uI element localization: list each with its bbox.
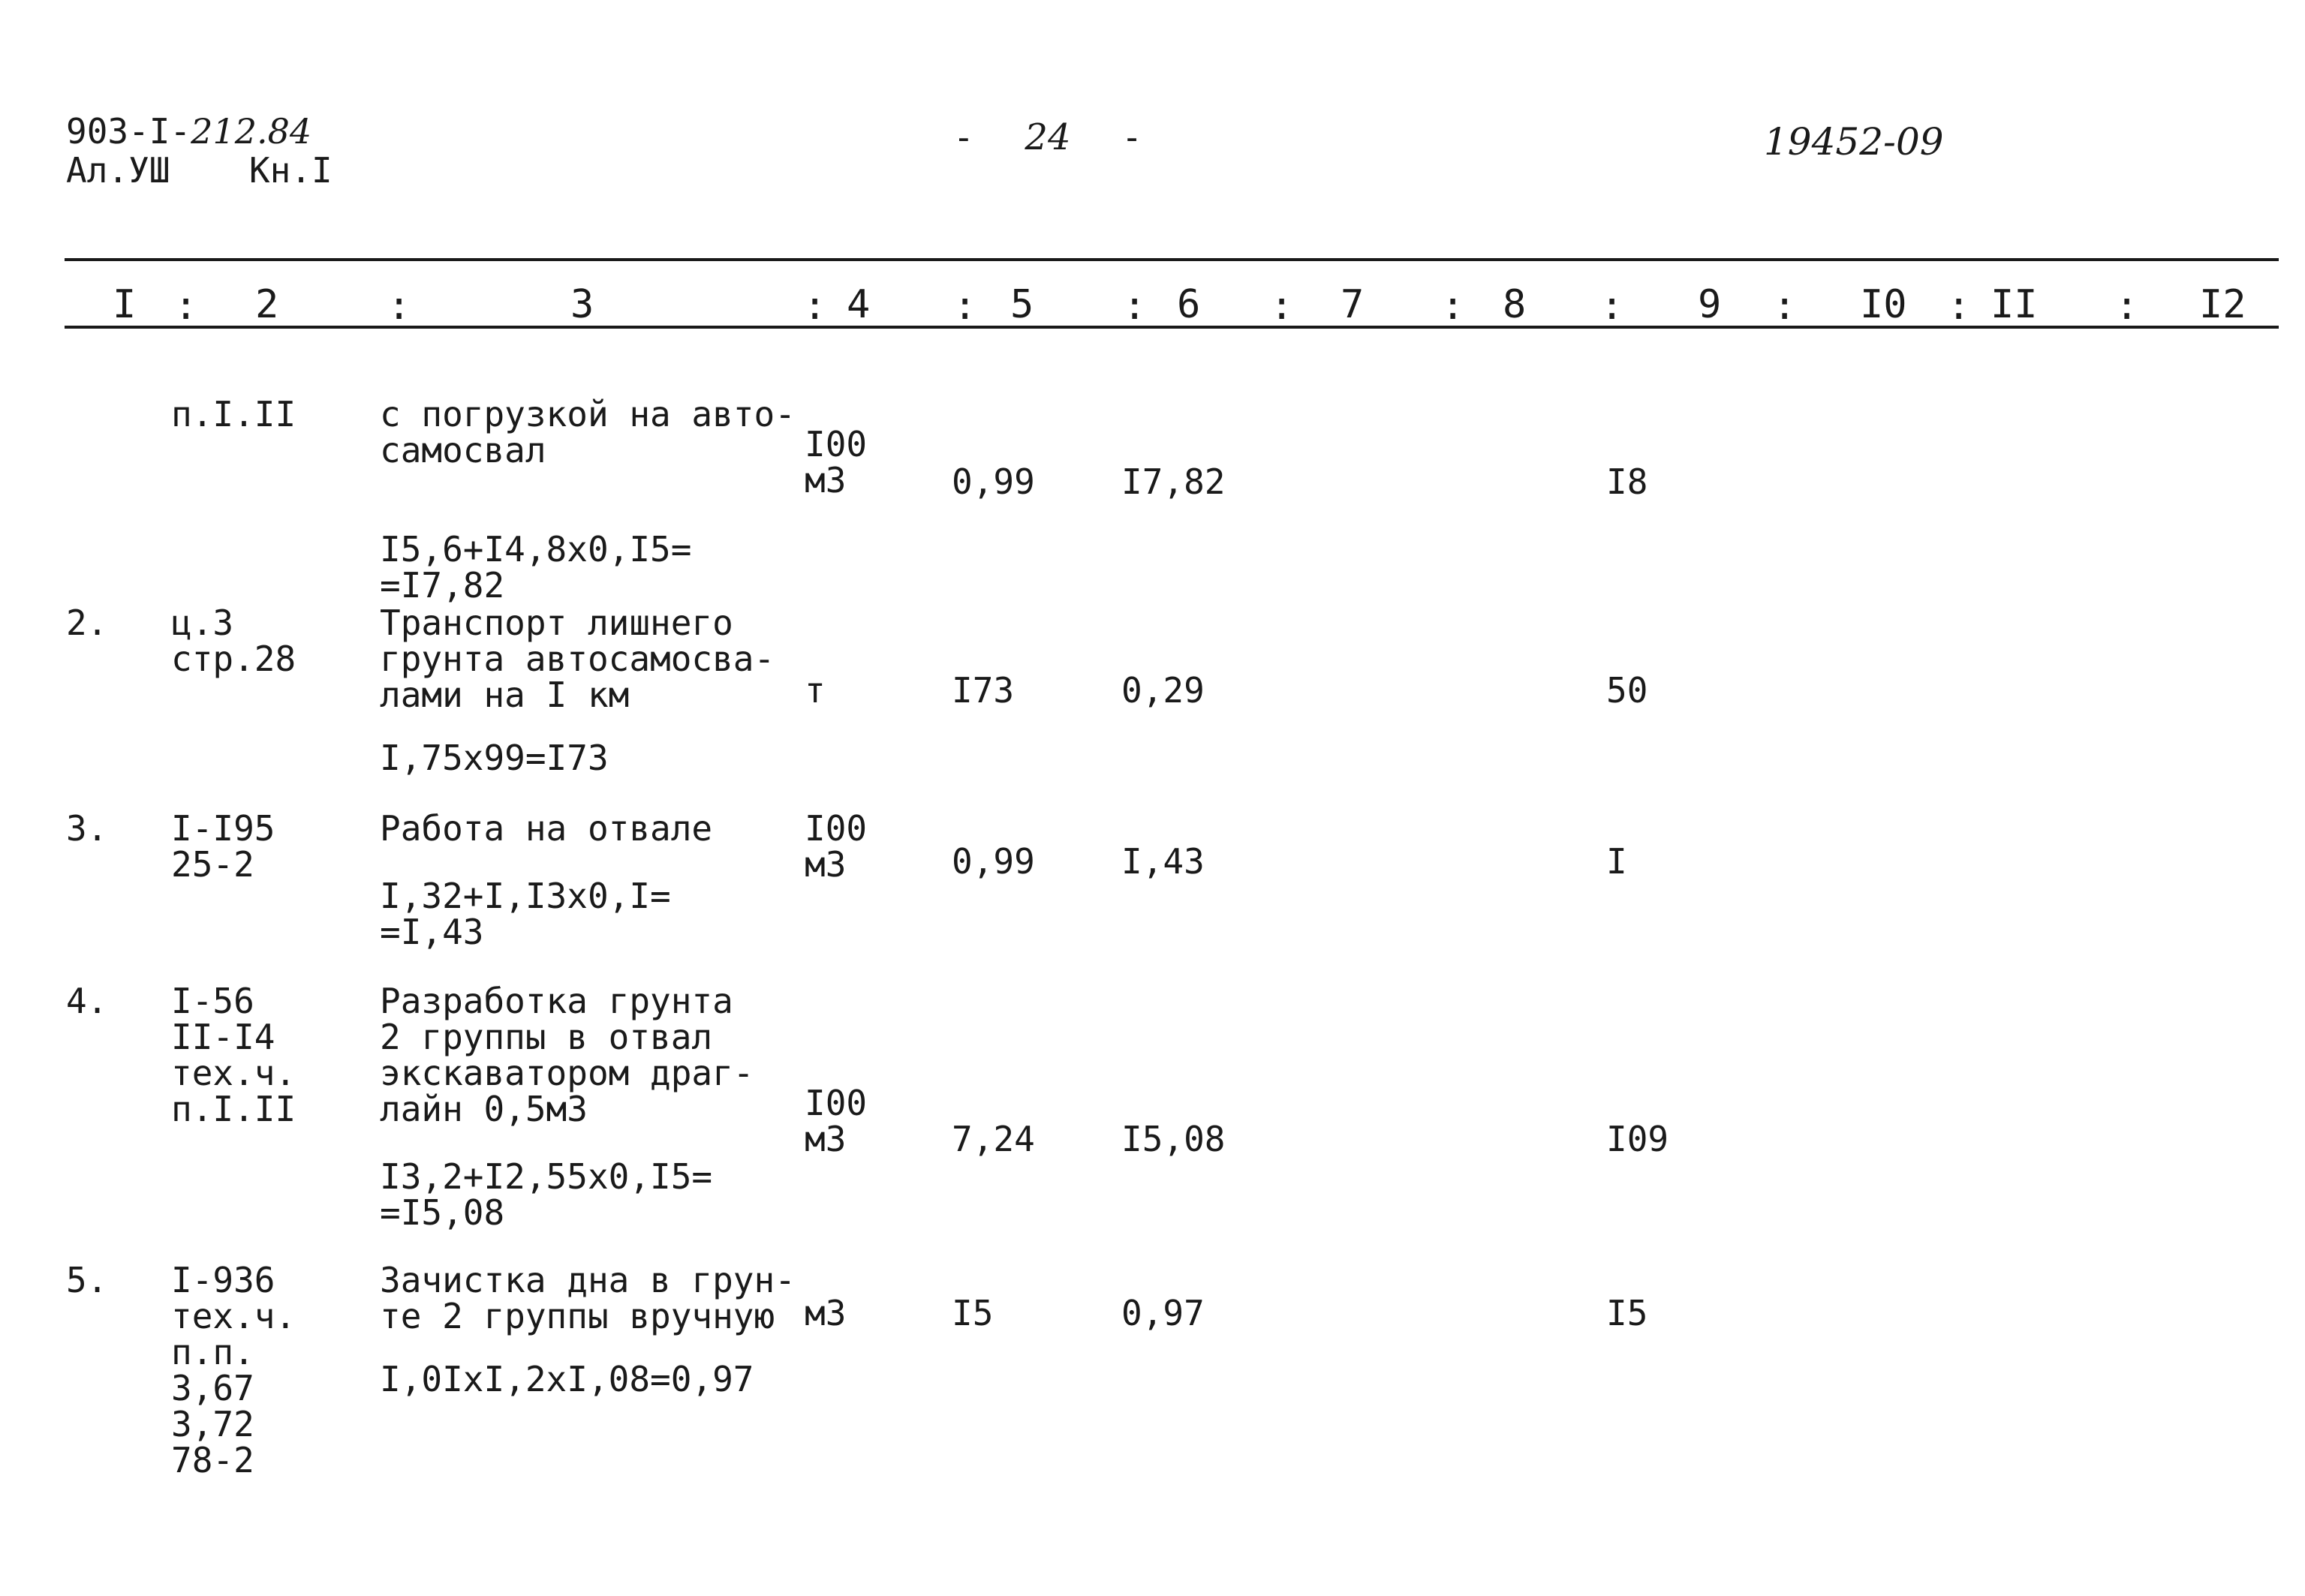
quantity: I73	[952, 670, 1015, 711]
column-separator: :	[1773, 284, 1797, 329]
volume-formula: I,0IxI,2xI,08=0,97	[380, 1359, 754, 1399]
page-dash-right: -	[1121, 117, 1142, 158]
column-number: 7	[1341, 282, 1365, 327]
doc-code	[66, 113, 311, 150]
norm-reference: I-936 тех.ч. п.п. 3,67 3,72 78-2	[171, 1260, 296, 1480]
norm-reference: I-I95 25-2	[171, 808, 275, 885]
doc-code-prefix: 903-I-	[66, 111, 191, 152]
row-number: 5.	[66, 1260, 108, 1300]
column-separator: :	[174, 284, 198, 329]
page-number: 24	[1025, 116, 1071, 158]
unit-of-measure: I00 м3	[805, 424, 868, 500]
album-label: Ал.УШ	[66, 150, 170, 191]
column-separator: :	[2115, 284, 2139, 329]
column-number: 8	[1503, 282, 1527, 327]
norm-reference: I-56 II-I4 тех.ч. п.I.II	[171, 981, 296, 1129]
total-cost: I	[1606, 841, 1627, 882]
norm-reference: п.I.II	[171, 394, 296, 434]
column-separator: :	[1947, 284, 1971, 329]
page-dash-left: -	[953, 117, 974, 158]
volume-formula: I5,6+I4,8x0,I5= =I7,82	[380, 529, 692, 606]
volume-formula: I,32+I,I3x0,I= =I,43	[380, 876, 671, 952]
book-label: Кн.I	[248, 150, 333, 191]
doc-code-handwritten: 212.84	[191, 111, 312, 152]
quantity: 7,24	[952, 1119, 1035, 1159]
column-separator: :	[1600, 284, 1624, 329]
unit-of-measure: I00 м3	[805, 808, 868, 885]
column-number: II	[1991, 282, 2038, 327]
total-cost: I09	[1606, 1119, 1669, 1159]
work-description: Разработка грунта 2 группы в отвал экскаватором драг- лайн 0,5м3	[380, 981, 754, 1129]
volume-formula: I,75x99=I73	[380, 738, 609, 778]
unit-price: 0,29	[1121, 670, 1205, 711]
doc-number: 19452-09	[1764, 120, 1944, 164]
unit-of-measure: м3	[805, 1293, 847, 1333]
work-description: Транспорт лишнего грунта автосамосва- лами на I км	[380, 603, 775, 715]
unit-price: I,43	[1121, 841, 1205, 882]
top-rule	[65, 258, 2279, 261]
doc-subtitle	[66, 152, 333, 189]
quantity: 0,99	[952, 841, 1035, 882]
unit-of-measure: т	[805, 670, 826, 711]
work-description: Работа на отвале	[380, 808, 713, 849]
total-cost: 50	[1606, 670, 1648, 711]
column-number: 5	[1010, 282, 1034, 327]
column-separator: :	[803, 284, 827, 329]
row-number: 2.	[66, 603, 108, 643]
quantity: 0,99	[952, 461, 1035, 502]
column-separator: :	[387, 284, 411, 329]
row-number: 3.	[66, 808, 108, 849]
column-number: I0	[1860, 282, 1907, 327]
column-separator: :	[1123, 284, 1147, 329]
unit-price: I5,08	[1121, 1119, 1226, 1159]
column-number: 6	[1177, 282, 1201, 327]
header-bottom-rule	[65, 326, 2279, 329]
column-separator: :	[1270, 284, 1294, 329]
page-number-line	[953, 116, 1142, 158]
column-number: 9	[1698, 282, 1722, 327]
work-description: с погрузкой на авто- самосвал	[380, 394, 796, 470]
quantity: I5	[952, 1293, 994, 1333]
total-cost: I5	[1606, 1293, 1648, 1333]
row-number: 4.	[66, 981, 108, 1021]
column-number: I2	[2199, 282, 2246, 327]
column-number: 3	[570, 282, 594, 327]
column-separator: :	[953, 284, 977, 329]
unit-of-measure: I00 м3	[805, 1083, 868, 1159]
unit-price: 0,97	[1121, 1293, 1205, 1333]
volume-formula: I3,2+I2,55x0,I5= =I5,08	[380, 1156, 713, 1233]
column-number: 4	[847, 282, 871, 327]
column-separator: :	[1441, 284, 1465, 329]
work-description: Зачистка дна в грун- те 2 группы вручную	[380, 1260, 796, 1336]
column-number: 2	[255, 282, 279, 327]
column-number: I	[113, 282, 137, 327]
unit-price: I7,82	[1121, 461, 1226, 502]
total-cost: I8	[1606, 461, 1648, 502]
norm-reference: ц.3 стр.28	[171, 603, 296, 679]
